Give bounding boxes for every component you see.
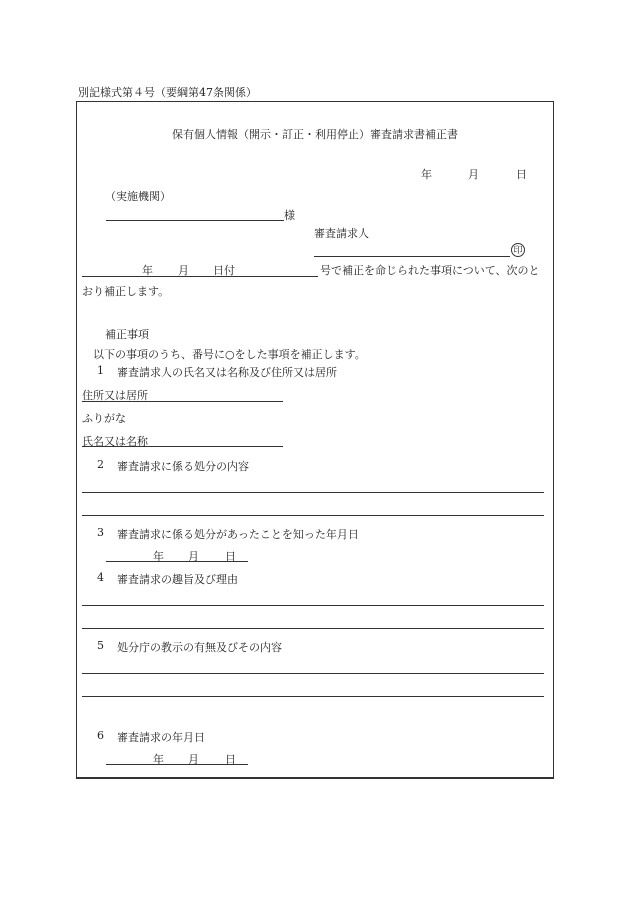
ref-year-label: 年 [142,264,153,277]
item-6-date-line[interactable] [106,764,248,765]
date-month-label: 月 [468,168,479,181]
ref-month-label: 月 [178,264,189,277]
item-4-label: 審査請求の趣旨及び理由 [117,573,238,586]
section-heading: 補正事項 [105,328,149,341]
item-2-number: 2 [97,458,104,471]
item-4-answer-line-1[interactable] [82,605,544,606]
instruction-text: 以下の事項のうち、番号に○をした事項を補正します。 [93,348,366,361]
date-day-label: 日 [516,168,527,181]
item-3-date-line[interactable] [106,561,248,562]
item-2-answer-line-2[interactable] [82,515,544,516]
address-line[interactable] [82,401,283,402]
requester-name-line[interactable] [314,256,510,257]
agency-label: （実施機関） [105,190,171,203]
item-2-answer-line-1[interactable] [82,492,544,493]
name-line[interactable] [82,446,283,447]
item-3-month-label: 月 [188,550,199,563]
furigana-label: ふりがな [82,412,126,425]
item-4-answer-line-2[interactable] [82,628,544,629]
ref-day-label: 日付 [213,264,235,277]
form-number-note: 別記様式第４号（要綱第47条関係） [78,86,257,99]
item-3-day-label: 日 [225,550,236,563]
item-6-label: 審査請求の年月日 [117,731,205,744]
date-year-label: 年 [421,168,432,181]
item-5-answer-line-1[interactable] [82,673,544,674]
address-label: 住所又は居所 [82,389,148,402]
item-3-number: 3 [97,526,104,539]
agency-name-line[interactable] [106,220,284,221]
item-4-number: 4 [97,571,104,584]
name-label: 氏名又は名称 [82,435,148,448]
item-6-year-label: 年 [153,753,164,766]
reference-date-line[interactable] [82,276,318,277]
item-6-number: 6 [97,729,104,742]
item-3-label: 審査請求に係る処分があったことを知った年月日 [117,528,359,541]
honorific-sama: 様 [284,209,295,222]
seal-icon: 印 [511,243,525,257]
item-1-label: 審査請求人の氏名又は名称及び住所又は居所 [117,366,337,379]
item-3-year-label: 年 [153,550,164,563]
item-2-label: 審査請求に係る処分の内容 [117,460,249,473]
item-5-number: 5 [97,639,104,652]
requester-label: 審査請求人 [314,227,369,240]
item-5-label: 処分庁の教示の有無及びその内容 [117,641,282,654]
item-5-answer-line-2[interactable] [82,696,544,697]
intro-text-line1: 号で補正を命じられた事項について、次のと [320,264,540,277]
item-1-number: 1 [97,364,104,377]
item-6-month-label: 月 [188,753,199,766]
form-title: 保有個人情報（開示・訂正・利用停止）審査請求書補正書 [172,128,458,141]
intro-text-line2: おり補正します。 [82,285,170,298]
item-6-day-label: 日 [225,753,236,766]
